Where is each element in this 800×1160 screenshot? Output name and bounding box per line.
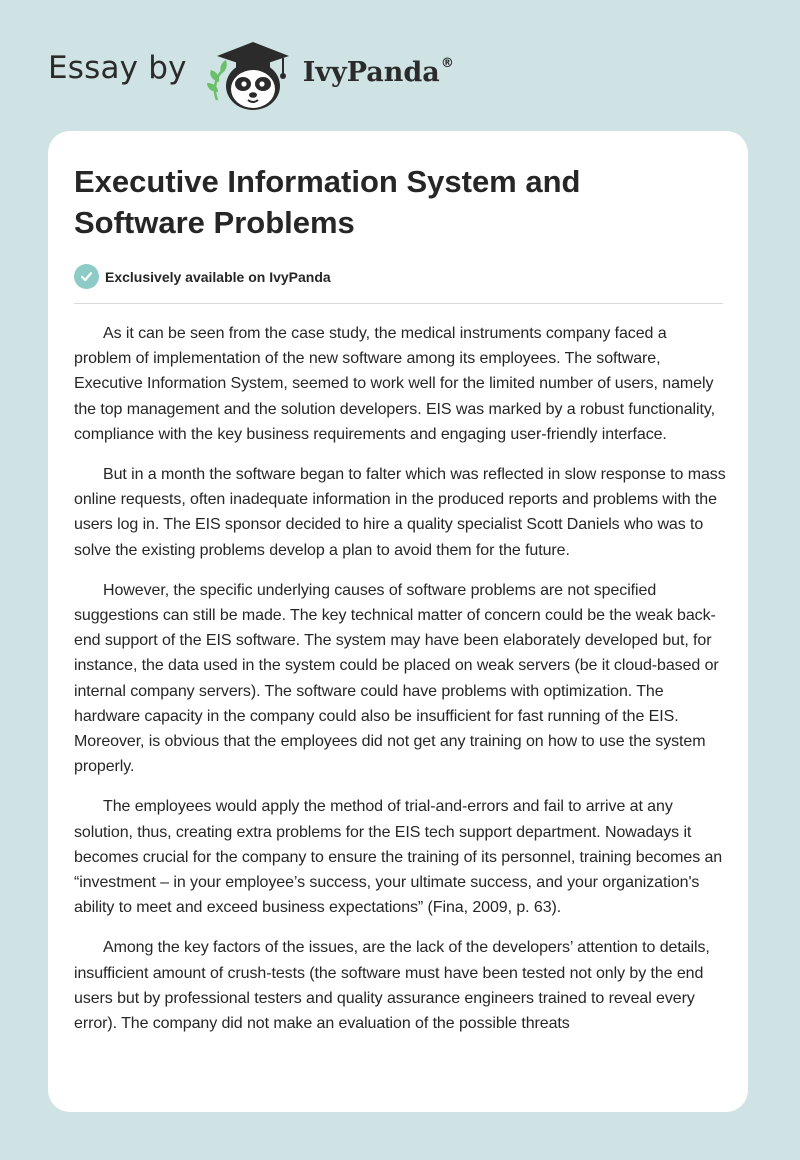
page-title: Executive Information System and Software Problems — [74, 164, 581, 240]
exclusive-badge — [74, 264, 331, 289]
brand-prefix: Essay by — [48, 50, 187, 86]
brand-header — [48, 34, 454, 114]
brand-name — [303, 57, 454, 88]
panda-graduate-logo-icon — [203, 34, 295, 114]
check-icon — [74, 264, 99, 289]
essay-paragraph: However, the specific underlying causes of software problems are not specified suggestions can still be made. The key technical matter of concern could be the weak back-end support of the EIS software. The system may have been elaborately developed but, for instance, the data used in the system could be placed on weak servers (be it cloud-based or internal company servers). The software could have problems with optimization. The hardware capacity in the company could also be insufficient for fast running of the EIS. Moreover, is obvious that the employees did not get any training on how to use the system properly. — [74, 581, 719, 776]
registered-mark: ® — [440, 55, 454, 71]
divider — [74, 303, 723, 304]
essay-body — [74, 321, 726, 1051]
essay-card — [48, 131, 748, 1112]
brand-name-text: IvyPanda — [302, 56, 440, 88]
essay-paragraph: Among the key factors of the issues, are the lack of the developers’ attention to details, insufficient amount of crush-tests (the software must have been tested not only by the end users but by professional testers and quality assurance engineers trained to reveal every error). The company did not make an evaluation of the possible threats — [74, 939, 710, 1033]
exclusive-badge-text: Exclusively available on IvyPanda — [105, 268, 331, 285]
essay-paragraph: But in a month the software began to falter which was reflected in slow response to mass online requests, often inadequate information in the produced reports and problems with the users log in. The EIS sponsor decided to hire a quality specialist Scott Daniels who was to solve the existing problems develop a plan to avoid them for the future. — [74, 466, 726, 559]
essay-paragraph: As it can be seen from the case study, the medical instruments company faced a problem of implementation of the new software among its employees. The software, Executive Information System, seemed to work well for the limited number of users, namely the top management and the solution developers. EIS was marked by a robust functionality, compliance with the key business requirements and engaging user-friendly interface. — [74, 325, 715, 443]
essay-paragraph: The employees would apply the method of trial-and-errors and fail to arrive at any solution, thus, creating extra problems for the EIS tech support department. Nowadays it becomes crucial for the company to ensure the training of its personnel, training becomes an “investment – in your employee’s success, your ultimate success, and your organization's ability to meet and exceed business expectations” (Fina, 2009, p. 63). — [74, 798, 723, 917]
